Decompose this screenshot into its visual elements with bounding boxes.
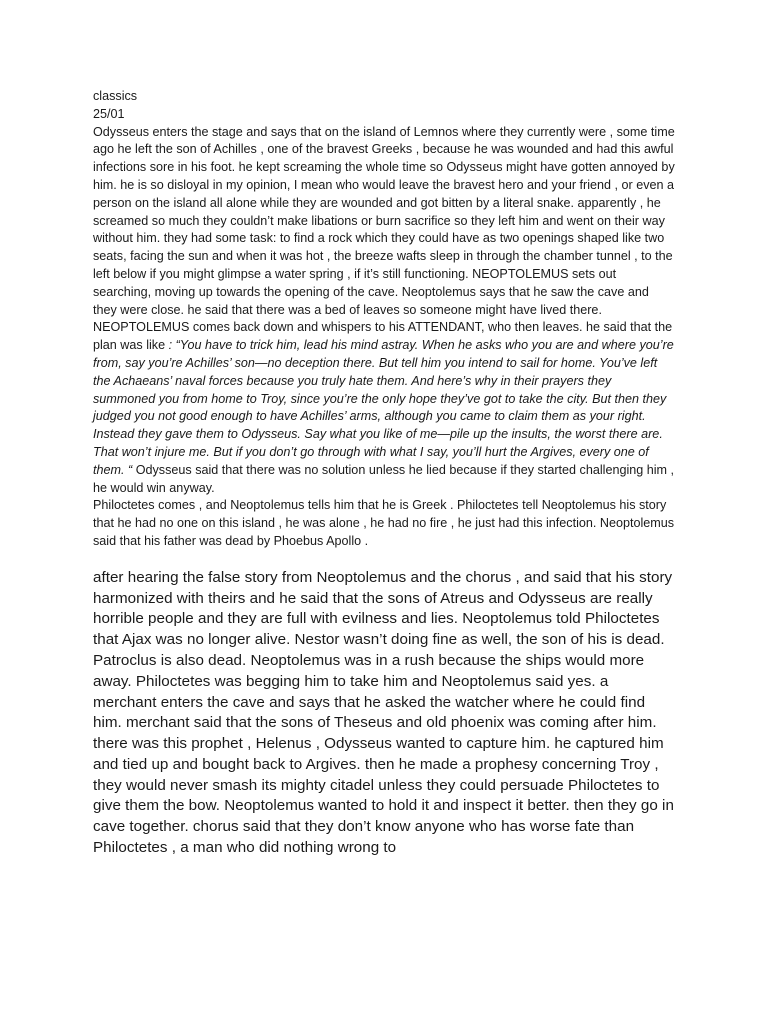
- paragraph-after-story: after hearing the false story from Neoptolemus and the chorus , and said that his story harmonized with theirs and he said that the sons of Atreus and Odysseus are really horrible people and they are full with evilness and lies. Neoptolemus told Philoctetes that Ajax was no longer alive. Nestor wasn’t doing fine as well, the son of his is dead. Patroclus is also dead. Neoptolemus was in a rush because the ships would more away. Philoctetes was begging him to take him and Neoptolemus said yes. a merchant enters the cave and says that he asked the watcher where he could find him. merchant said that the sons of Theseus and old phoenix was coming after him. there was this prophet , Helenus , Odysseus wanted to capture him. he captured him and tied up and bought back to Argives. then he made a prophesy concerning Troy , they would never smash its mighty citadel unless they could persuade Philoctetes to give them the bow. Neoptolemus wanted to hold it and inspect it better. then they go in cave together. chorus said that they don’t know anyone who has worse fate than Philoctetes , a man who did nothing wrong to: [93, 568, 674, 857]
- paragraph-philoctetes: Philoctetes comes , and Neoptolemus tells him that he is Greek . Philoctetes tell Neoptolemus his story that he had no one on this island , he was alone , he had no fire , he just had this infection. Neoptolemus said that his father was dead by Phoebus Apollo .: [93, 498, 675, 548]
- subject-heading: classics: [93, 89, 138, 103]
- document-page: [93, 88, 675, 859]
- notes-block: [93, 124, 675, 551]
- date-line: 25/01: [93, 106, 125, 121]
- quoted-plan: : “You have to trick him, lead his mind astray. When he asks who you are and where you’re from, say you’re Achilles’ son—no deception there. But tell him you intend to sail for home. You’ve left the Achaeans’ naval forces because you truly hate them. And here’s why in their prayers they summoned you from home to Troy, since you’re the only hope they’ve got to take the city. But then they judged you not good enough to have Achilles’ arms, although you came to claim them as your right. Instead they gave them to Odysseus. Say what you like of me—pile up the insults, the worst there are. That won’t injure me. But if you don’t go through with what I say, you’ll hurt the Argives, every one of them. “: [93, 338, 674, 477]
- paragraph-odysseus: [93, 124, 675, 498]
- paragraph-odysseus-text: Odysseus enters the stage and says that on the island of Lemnos where they currently were , some time ago he left the son of Achilles , one of the bravest Greeks , because he was wounded and had this awful infections sore in his foot. he kept screaming the whole time so Odysseus might have gotten annoyed by him. he is so disloyal in my opinion, I mean who would leave the bravest hero and your friend , or even a person on the island all alone while they are wounded and got bitten by a literal snake. apparently , he screamed so much they couldn’t make libations or burn sacrifice so they left him and went on their way without him. they had some task: to find a rock which they could have as two openings shaped like two seats, facing the sun and when it was hot , the breeze wafts sleep in through the chamber tunnel , to the left below if you might glimpse a water spring , if it’s still functioning. NEOPTOLEMUS sets out searching, moving up towards the opening of the cave. Neoptolemus says that he saw the cave and they were close. he said that there was a bed of leaves so someone might have lived there. NEOPTOLEMUS comes back down and whispers to his ATTENDANT, who then leaves. he said that the plan was like: [93, 124, 675, 353]
- paragraph-odysseus-ending: Odysseus said that there was no solution unless he lied because if they started challenging him , he would win anyway.: [93, 462, 675, 495]
